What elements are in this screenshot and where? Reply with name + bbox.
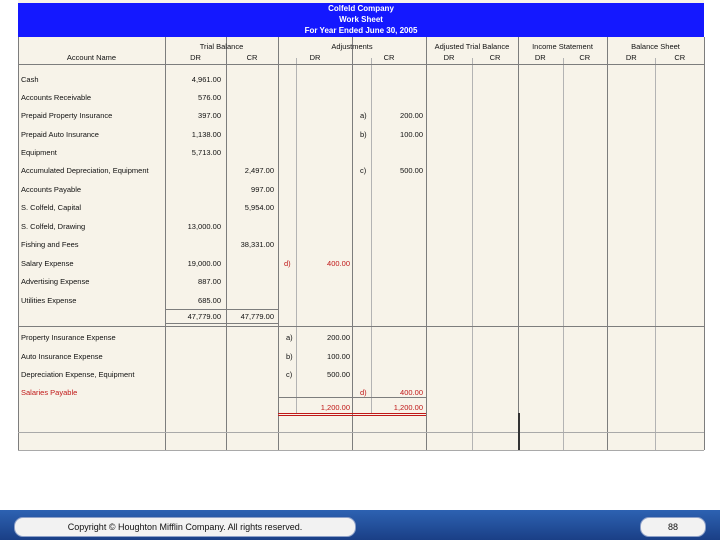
account-name: Cash (21, 75, 39, 84)
trial-balance-dr: 1,138.00 (191, 130, 221, 139)
dr-header: DR (190, 53, 201, 62)
adjustment-dr-ref: a) (286, 333, 293, 342)
grid-line-vertical (519, 413, 520, 450)
account-name: Accounts Payable (21, 185, 82, 194)
trial-balance-dr: 4,961.00 (191, 75, 221, 84)
copyright-notice: Copyright © Houghton Mifflin Company. All rights reserved. (14, 517, 356, 537)
worksheet-area (18, 0, 704, 450)
account-name: Fishing and Fees (21, 240, 79, 249)
grid-line-horizontal (18, 450, 704, 451)
adjustment-total-cr: 1,200.00 (393, 403, 423, 412)
column-group-label: Adjusted Trial Balance (434, 42, 510, 51)
adjustment-cr: 400.00 (400, 388, 423, 397)
column-group-label: Trial Balance (199, 42, 244, 51)
company-name: Colfeld Company (328, 4, 394, 13)
trial-balance-cr: 38,331.00 (240, 240, 274, 249)
trial-balance-dr: 887.00 (198, 277, 221, 286)
grid-line-vertical (18, 37, 19, 450)
grid-line-vertical (352, 37, 353, 450)
adjustment-cr-ref: c) (360, 166, 367, 175)
cr-header: CR (383, 53, 395, 62)
account-name: Prepaid Auto Insurance (21, 130, 99, 139)
dr-header: DR (625, 53, 637, 62)
period-title: For Year Ended June 30, 2005 (304, 26, 418, 35)
column-group-label: Adjustments (331, 42, 373, 51)
adjustment-total-dr: 1,200.00 (320, 403, 350, 412)
adjustment-dr-ref: b) (286, 352, 293, 361)
grid-line-vertical (426, 37, 427, 450)
account-name: S. Colfeld, Capital (21, 203, 82, 212)
trial-balance-cr: 2,497.00 (244, 166, 274, 175)
double-rule (278, 415, 426, 416)
adjustment-dr-ref: d) (284, 259, 291, 268)
total-rule (165, 309, 278, 310)
trial-balance-dr: 19,000.00 (187, 259, 221, 268)
grid-line-vertical (518, 37, 519, 450)
column-group-label: Balance Sheet (631, 42, 680, 51)
grid-line-vertical (655, 58, 656, 450)
double-rule (165, 323, 278, 324)
section-rule (18, 326, 704, 327)
grid-line-horizontal (18, 432, 704, 433)
double-rule (278, 413, 426, 414)
account-name: Equipment (21, 148, 57, 157)
column-group-label: Account Name (66, 53, 117, 62)
title-band (18, 3, 704, 37)
adjustment-dr: 500.00 (327, 370, 350, 379)
header-rule (18, 64, 704, 65)
account-name: Depreciation Expense, Equipment (21, 370, 135, 379)
grid-line-vertical (472, 58, 473, 450)
trial-balance-dr: 685.00 (198, 296, 221, 305)
account-name: Accumulated Depreciation, Equipment (21, 166, 149, 175)
page-number: 88 (640, 517, 706, 537)
adjustment-cr-ref: b) (360, 130, 367, 139)
adjustment-cr: 500.00 (400, 166, 423, 175)
column-group-label: Income Statement (532, 42, 593, 51)
grid-line-vertical (607, 37, 608, 450)
account-name: Prepaid Property Insurance (21, 111, 113, 120)
sheet-title: Work Sheet (339, 15, 383, 24)
cr-header: CR (246, 53, 258, 62)
adjustment-dr: 400.00 (327, 259, 350, 268)
grid-line-vertical (704, 37, 705, 450)
dr-header: DR (309, 53, 321, 62)
adjustment-cr-ref: a) (360, 111, 367, 120)
trial-balance-dr: 397.00 (198, 111, 221, 120)
trial-balance-cr: 997.00 (251, 185, 274, 194)
account-name: Utilities Expense (21, 296, 77, 305)
adjustment-cr: 100.00 (400, 130, 423, 139)
account-name: Salaries Payable (21, 388, 78, 397)
account-name: Advertising Expense (21, 277, 90, 286)
adjustment-dr: 200.00 (327, 333, 350, 342)
cr-header: CR (579, 53, 591, 62)
trial-balance-dr: 576.00 (198, 93, 221, 102)
trial-balance-cr: 5,954.00 (244, 203, 274, 212)
grid-line-vertical (563, 58, 564, 450)
cr-header: CR (489, 53, 501, 62)
adjustment-dr-ref: c) (286, 370, 293, 379)
adjustment-dr: 100.00 (327, 352, 350, 361)
trial-balance-total-dr: 47,779.00 (187, 312, 221, 321)
account-name: S. Colfeld, Drawing (21, 222, 86, 231)
adjustment-cr-ref: d) (360, 388, 367, 397)
trial-balance-dr: 5,713.00 (191, 148, 221, 157)
cr-header: CR (674, 53, 686, 62)
adjustment-cr: 200.00 (400, 111, 423, 120)
account-name: Accounts Receivable (21, 93, 92, 102)
account-name: Property Insurance Expense (21, 333, 116, 342)
trial-balance-total-cr: 47,779.00 (240, 312, 274, 321)
account-name: Salary Expense (21, 259, 74, 268)
total-rule (278, 397, 426, 398)
account-name: Auto Insurance Expense (21, 352, 103, 361)
dr-header: DR (534, 53, 546, 62)
dr-header: DR (443, 53, 455, 62)
trial-balance-dr: 13,000.00 (187, 222, 221, 231)
grid-line-vertical (278, 37, 279, 450)
